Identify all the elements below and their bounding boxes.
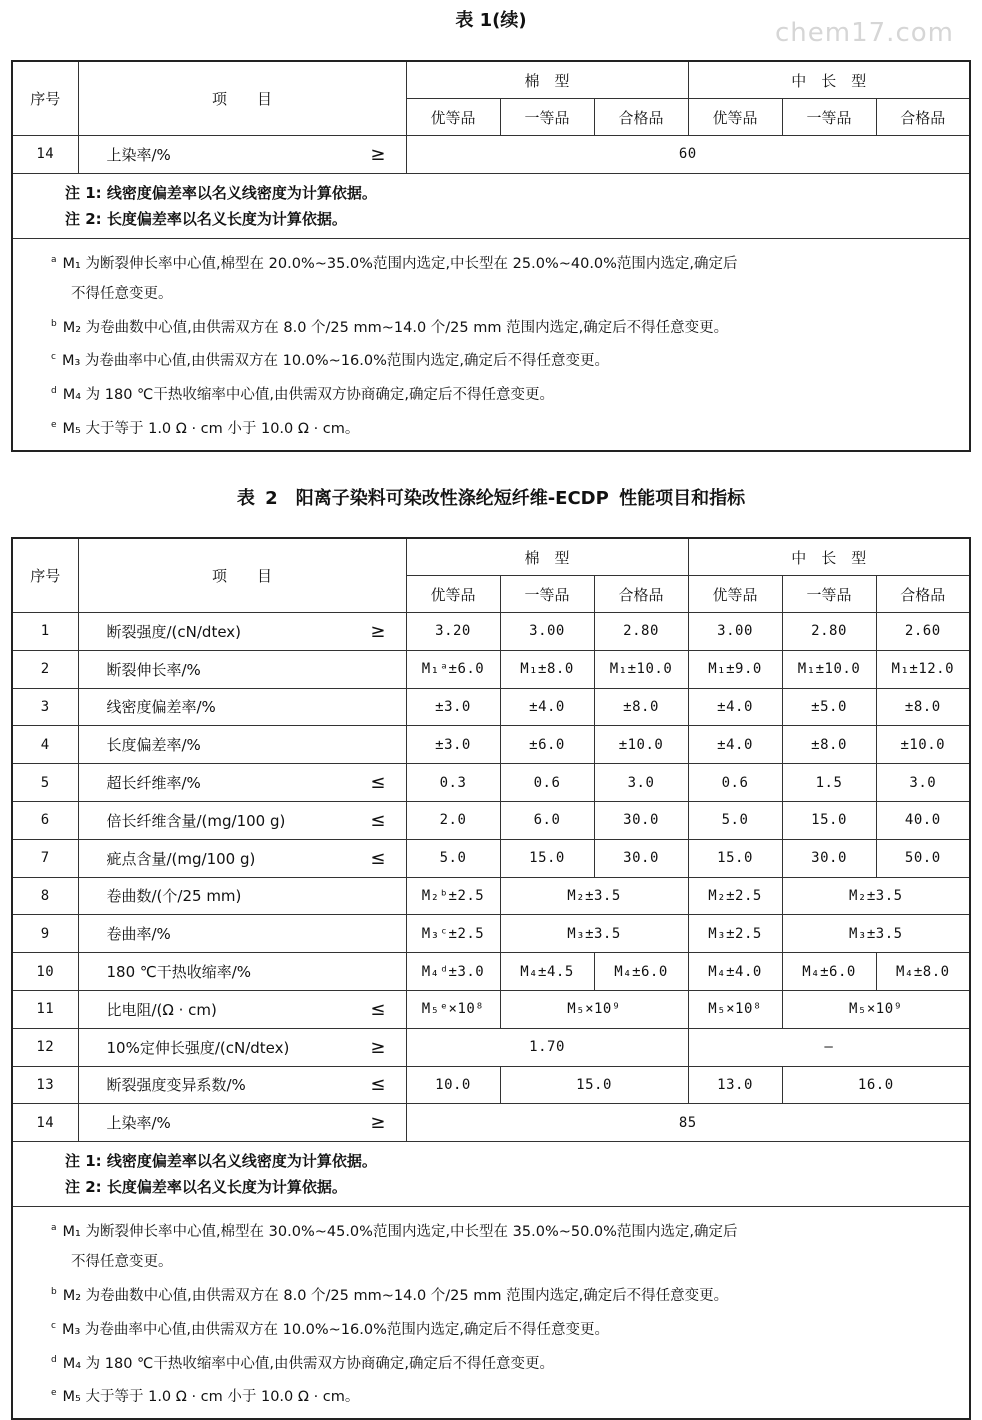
table-row	[12, 1028, 970, 1066]
item-label: 上染率/%	[106, 145, 171, 164]
cell-value: 3.00	[688, 613, 782, 651]
comparison-symbol: ≥	[370, 1036, 386, 1058]
comparison-symbol: ≥	[370, 620, 386, 642]
row-number: 13	[12, 1066, 78, 1104]
cell-value: 2.80	[782, 613, 876, 651]
item-label: 卷曲数/(个/25 mm)	[106, 887, 242, 906]
row-number: 3	[12, 688, 78, 726]
cell-value: 30.0	[782, 839, 876, 877]
cell-value: ±10.0	[876, 726, 970, 764]
item-label: 倍长纤维含量/(mg/100 g)	[106, 811, 286, 830]
table-row	[12, 650, 970, 688]
footnote: $^d$ M₄ 为 180 ℃干热收缩率中心值,由供需双方协商确定,确定后不得任意变更。	[51, 1354, 555, 1372]
comparison-symbol: ≤	[370, 809, 386, 831]
cell-value: 2.0	[406, 801, 500, 839]
cell-value: M₁±12.0	[876, 650, 970, 688]
table-row	[12, 915, 970, 953]
cell-value: M₁±8.0	[500, 650, 594, 688]
table-row	[12, 839, 970, 877]
cell-value: 40.0	[876, 801, 970, 839]
item-label: 断裂强度/(cN/dtex)	[106, 622, 242, 641]
item-label: 上染率/%	[106, 1114, 171, 1133]
cell-value: ±4.0	[500, 688, 594, 726]
comparison-symbol: ≤	[370, 772, 386, 794]
row-item	[78, 915, 406, 953]
cell-value: M₄ᵈ±3.0	[406, 953, 500, 991]
footnote: $^c$ M₃ 为卷曲率中心值,由供需双方在 10.0%~16.0%范围内选定,确定后不得任意变更。	[51, 352, 609, 370]
cell-value: 0.6	[688, 764, 782, 802]
header-grade: 合格品	[594, 99, 688, 136]
header-grade: 优等品	[688, 99, 782, 136]
header-grade: 一等品	[500, 576, 594, 613]
footnotes-block	[12, 238, 970, 451]
header-mid-length-type: 中 长 型	[688, 538, 970, 576]
row-item	[78, 1066, 406, 1104]
cell-value: 3.00	[500, 613, 594, 651]
table-row	[12, 990, 970, 1028]
row-item	[78, 1028, 406, 1066]
row-number: 1	[12, 613, 78, 651]
cell-value: M₅×10⁸	[688, 990, 782, 1028]
item-label: 断裂强度变异系数/%	[106, 1076, 246, 1095]
cell-value: 2.60	[876, 613, 970, 651]
cell-value: 3.0	[594, 764, 688, 802]
cell-value: M₅×10⁹	[782, 990, 970, 1028]
footnote: $^d$ M₄ 为 180 ℃干热收缩率中心值,由供需双方协商确定,确定后不得任意变更。	[51, 386, 555, 404]
header-grade: 优等品	[406, 99, 500, 136]
table-row	[12, 801, 970, 839]
cell-value: M₃ᶜ±2.5	[406, 915, 500, 953]
item-label: 10%定伸长强度/(cN/dtex)	[106, 1038, 290, 1057]
table-row	[12, 688, 970, 726]
cell-value: ±8.0	[876, 688, 970, 726]
note: 注 2: 长度偏差率以名义长度为计算依据。	[65, 209, 347, 228]
row-number: 12	[12, 1028, 78, 1066]
cell-value: M₂±3.5	[500, 877, 688, 915]
cell-value: ±5.0	[782, 688, 876, 726]
table1	[11, 60, 971, 452]
row-item	[78, 613, 406, 651]
cell-value: ±10.0	[594, 726, 688, 764]
comparison-symbol: ≤	[370, 847, 386, 869]
row-item	[78, 990, 406, 1028]
cell-value: M₂ᵇ±2.5	[406, 877, 500, 915]
item-label: 卷曲率/%	[106, 925, 171, 944]
row-number: 14	[12, 136, 78, 174]
cell-value: 30.0	[594, 839, 688, 877]
cell-value: M₃±3.5	[500, 915, 688, 953]
cell-value: M₄±6.0	[594, 953, 688, 991]
table2-caption: 表 2 阳离子染料可染改性涤纶短纤维-ECDP 性能项目和指标	[236, 488, 746, 509]
cell-value: ±4.0	[688, 726, 782, 764]
cell-value: M₄±4.5	[500, 953, 594, 991]
cell-value: 16.0	[782, 1066, 970, 1104]
footnote-continuation: 不得任意变更。	[71, 285, 173, 302]
row-number: 10	[12, 953, 78, 991]
header-grade: 合格品	[594, 576, 688, 613]
note: 注 2: 长度偏差率以名义长度为计算依据。	[65, 1178, 347, 1197]
cell-value: M₁±10.0	[594, 650, 688, 688]
cell-value: ±8.0	[782, 726, 876, 764]
footnote-continuation: 不得任意变更。	[71, 1253, 173, 1270]
cell-value: 60	[406, 136, 970, 174]
row-item	[78, 136, 406, 174]
header-grade: 合格品	[876, 99, 970, 136]
header-grade: 一等品	[500, 99, 594, 136]
row-item	[78, 650, 406, 688]
footnote: $^c$ M₃ 为卷曲率中心值,由供需双方在 10.0%~16.0%范围内选定,确定后不得任意变更。	[51, 1320, 609, 1338]
cell-value: M₁ᵃ±6.0	[406, 650, 500, 688]
cell-value: M₃±2.5	[688, 915, 782, 953]
footnotes-block	[12, 1207, 970, 1420]
header-cotton-type: 棉 型	[406, 538, 688, 576]
cell-value: M₄±8.0	[876, 953, 970, 991]
cell-value: M₂±2.5	[688, 877, 782, 915]
cell-value: ±4.0	[688, 688, 782, 726]
header-grade: 合格品	[876, 576, 970, 613]
cell-value: ±8.0	[594, 688, 688, 726]
comparison-symbol: ≥	[370, 1112, 386, 1134]
footnote: $^e$ M₅ 大于等于 1.0 Ω · cm 小于 10.0 Ω · cm。	[51, 420, 360, 437]
watermark: chem17.com	[775, 18, 954, 48]
table-row	[12, 953, 970, 991]
header-item: 项 目	[78, 61, 406, 136]
footnote: $^a$ M₁ 为断裂伸长率中心值,棉型在 20.0%~35.0%范围内选定,中长型在 25.0%~40.0%范围内选定,确定后	[51, 254, 738, 272]
table1-caption: 表 1(续)	[455, 10, 527, 31]
cell-value: 13.0	[688, 1066, 782, 1104]
item-label: 疵点含量/(mg/100 g)	[106, 849, 256, 868]
cell-value: M₂±3.5	[782, 877, 970, 915]
row-item	[78, 1104, 406, 1142]
cell-value: 3.0	[876, 764, 970, 802]
row-number: 8	[12, 877, 78, 915]
item-label: 断裂伸长率/%	[106, 660, 201, 679]
comparison-symbol: ≤	[370, 1074, 386, 1096]
row-number: 2	[12, 650, 78, 688]
table-row	[12, 613, 970, 651]
cell-value: M₁±9.0	[688, 650, 782, 688]
cell-value: ±6.0	[500, 726, 594, 764]
header-item: 项 目	[78, 538, 406, 613]
item-label: 比电阻/(Ω · cm)	[106, 1000, 217, 1019]
table-row	[12, 136, 970, 174]
row-item	[78, 764, 406, 802]
table-row	[12, 764, 970, 802]
cell-value: 5.0	[406, 839, 500, 877]
header-mid-length-type: 中 长 型	[688, 61, 970, 99]
header-grade: 一等品	[782, 576, 876, 613]
cell-value: 2.80	[594, 613, 688, 651]
row-item	[78, 801, 406, 839]
row-number: 11	[12, 990, 78, 1028]
header-cotton-type: 棉 型	[406, 61, 688, 99]
header-grade: 一等品	[782, 99, 876, 136]
cell-value: —	[688, 1028, 970, 1066]
footnote: $^b$ M₂ 为卷曲数中心值,由供需双方在 8.0 个/25 mm~14.0 个/25 mm 范围内选定,确定后不得任意变更。	[51, 318, 729, 336]
row-number: 4	[12, 726, 78, 764]
row-number: 7	[12, 839, 78, 877]
row-item	[78, 688, 406, 726]
row-item	[78, 839, 406, 877]
cell-value: 1.70	[406, 1028, 688, 1066]
cell-value: 15.0	[500, 839, 594, 877]
row-number: 5	[12, 764, 78, 802]
cell-value: ±3.0	[406, 688, 500, 726]
item-label: 线密度偏差率/%	[106, 698, 216, 717]
notes-block	[12, 1142, 970, 1207]
table-row	[12, 726, 970, 764]
table-row	[12, 1104, 970, 1142]
cell-value: 3.20	[406, 613, 500, 651]
header-grade: 优等品	[406, 576, 500, 613]
cell-value: ±3.0	[406, 726, 500, 764]
cell-value: 30.0	[594, 801, 688, 839]
row-item	[78, 877, 406, 915]
cell-value: 1.5	[782, 764, 876, 802]
comparison-symbol: ≥	[370, 143, 386, 165]
cell-value: 50.0	[876, 839, 970, 877]
cell-value: M₅×10⁹	[500, 990, 688, 1028]
cell-value: 0.6	[500, 764, 594, 802]
item-label: 长度偏差率/%	[106, 736, 201, 755]
footnote: $^e$ M₅ 大于等于 1.0 Ω · cm 小于 10.0 Ω · cm。	[51, 1388, 360, 1406]
footnote: $^b$ M₂ 为卷曲数中心值,由供需双方在 8.0 个/25 mm~14.0 个/25 mm 范围内选定,确定后不得任意变更。	[51, 1286, 729, 1304]
row-number: 14	[12, 1104, 78, 1142]
cell-value: 15.0	[688, 839, 782, 877]
cell-value: M₁±10.0	[782, 650, 876, 688]
cell-value: 5.0	[688, 801, 782, 839]
item-label: 180 ℃干热收缩率/%	[106, 963, 252, 982]
notes-block	[12, 173, 970, 238]
table-row	[12, 877, 970, 915]
cell-value: 15.0	[782, 801, 876, 839]
header-seq: 序号	[12, 538, 78, 613]
note: 注 1: 线密度偏差率以名义线密度为计算依据。	[65, 1152, 377, 1171]
cell-value: M₄±6.0	[782, 953, 876, 991]
header-seq: 序号	[12, 61, 78, 136]
row-number: 9	[12, 915, 78, 953]
cell-value: 15.0	[500, 1066, 688, 1104]
row-item	[78, 953, 406, 991]
item-label: 超长纤维率/%	[106, 774, 201, 793]
footnote: $^a$ M₁ 为断裂伸长率中心值,棉型在 30.0%~45.0%范围内选定,中长型在 35.0%~50.0%范围内选定,确定后	[51, 1223, 738, 1240]
row-item	[78, 726, 406, 764]
cell-value: 0.3	[406, 764, 500, 802]
cell-value: M₄±4.0	[688, 953, 782, 991]
cell-value: 6.0	[500, 801, 594, 839]
comparison-symbol: ≤	[370, 998, 386, 1020]
cell-value: M₃±3.5	[782, 915, 970, 953]
table-row	[12, 1066, 970, 1104]
table2	[11, 537, 971, 1420]
note: 注 1: 线密度偏差率以名义线密度为计算依据。	[65, 183, 377, 202]
header-grade: 优等品	[688, 576, 782, 613]
cell-value: 10.0	[406, 1066, 500, 1104]
cell-value: M₅ᵉ×10⁸	[406, 990, 500, 1028]
row-number: 6	[12, 801, 78, 839]
cell-value: 85	[406, 1104, 970, 1142]
